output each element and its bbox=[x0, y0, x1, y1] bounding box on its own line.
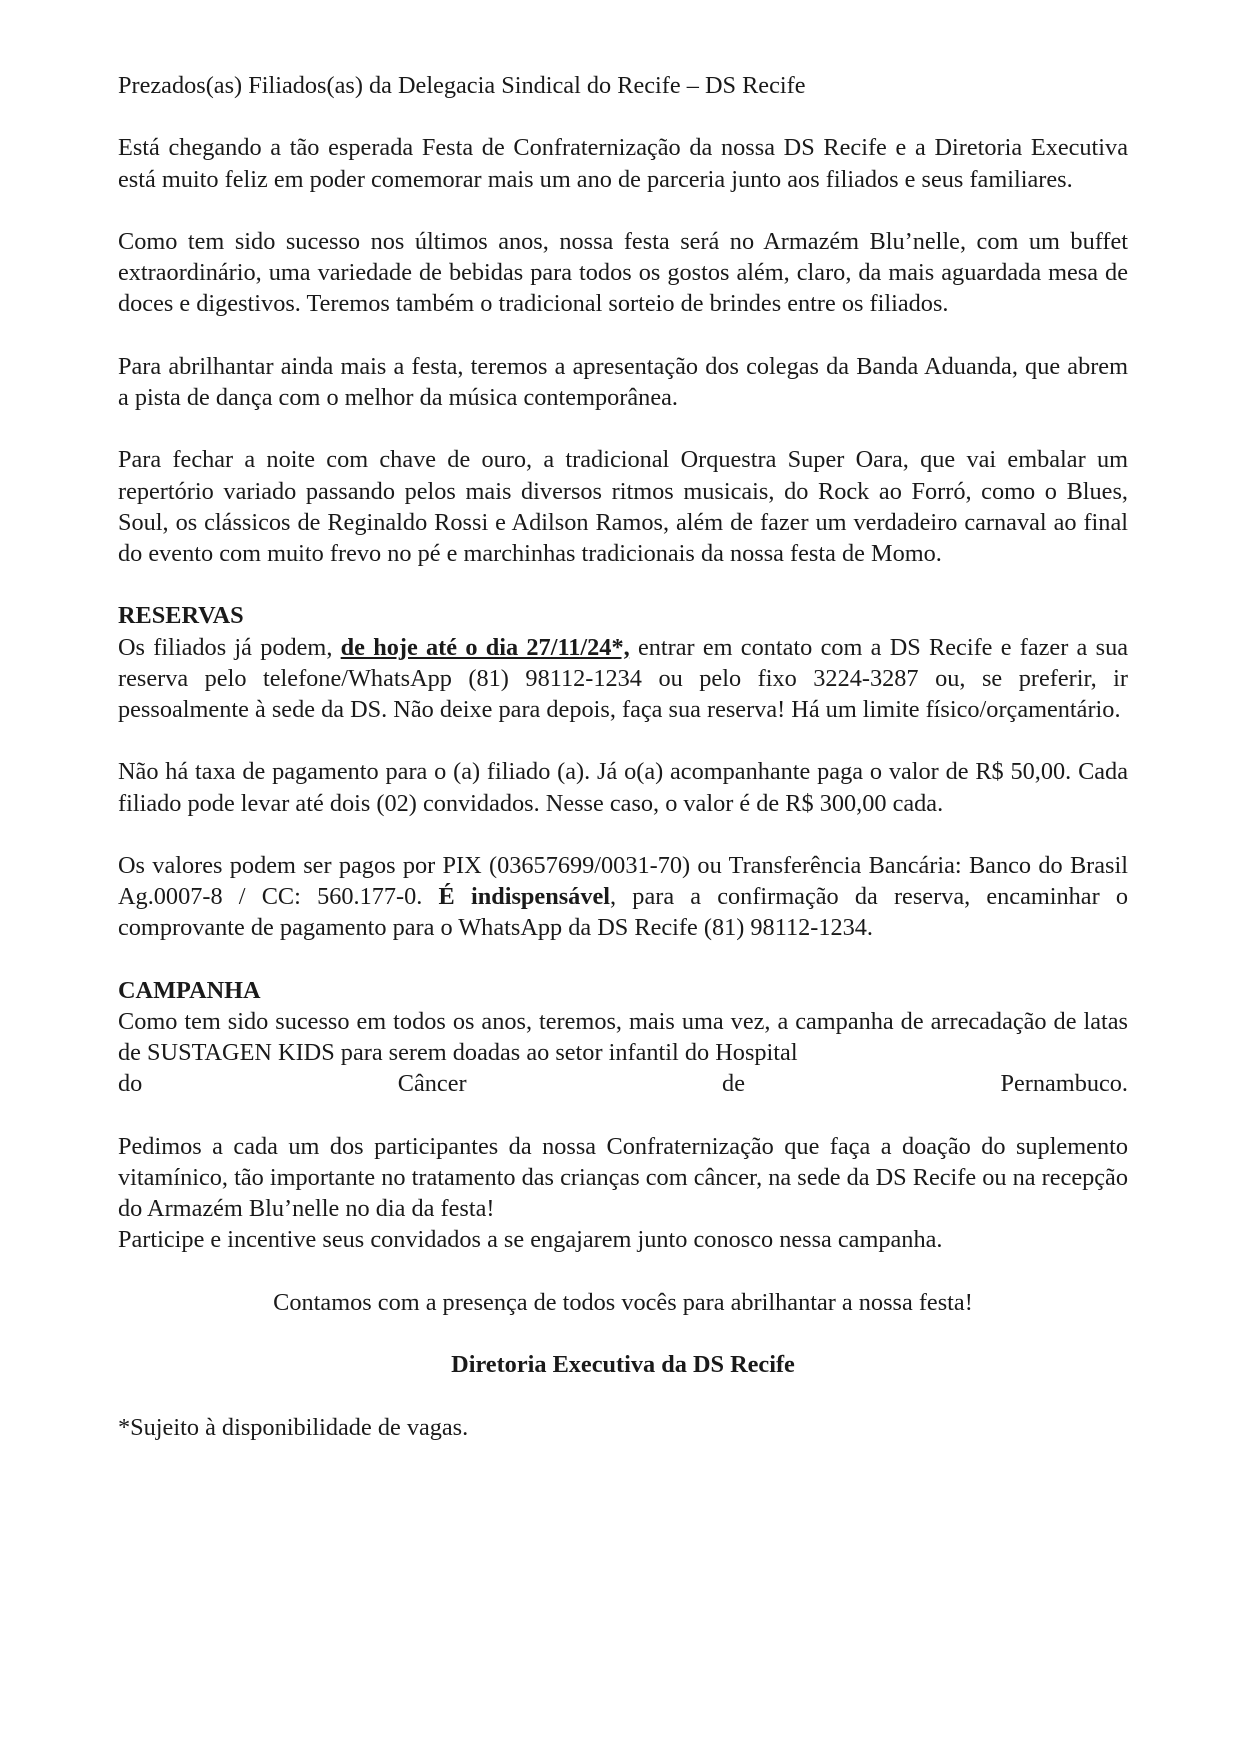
paragraph-orchestra: Para fechar a noite com chave de ouro, a tradicional Orquestra Super Oara, que vai embalar um repertório variado passando pelos mais diversos ritmos musicais, do Rock ao Forró, como o Blues, Soul, os clássicos de Reginaldo Rossi e Adilson Ramos, além de fazer um verdadeiro carnaval ao final do evento com muito frevo no pé e marchinhas tradicionais da nossa festa de Momo. bbox=[118, 446, 1128, 567]
campanha-last-line: do Câncer de Pernambuco. bbox=[118, 1070, 1128, 1098]
paragraph-band: Para abrilhantar ainda mais a festa, teremos a apresentação dos colegas da Banda Aduanda, que abrem a pista de dança com o melhor da música contemporânea. bbox=[118, 352, 1128, 411]
signature: Diretoria Executiva da DS Recife bbox=[451, 1351, 795, 1379]
paragraph-participate: Participe e incentive seus convidados a se engajarem junto conosco nessa campanha. bbox=[118, 1226, 943, 1254]
footnote: *Sujeito à disponibilidade de vagas. bbox=[118, 1413, 469, 1441]
payment-text-before: Os valores podem ser pagos por PIX (03657699/0031-70) ou Transferência Bancária: Banco do Brasil Ag.0007-8 / CC: 560.177-0. bbox=[118, 851, 1128, 911]
reservas-text-after: entrar em contato com a DS Recife e fazer a sua reserva pelo telefone/WhatsApp (81) 98112-1234 ou pelo fixo 3224-3287 ou, se preferir, ir pessoalmente à sede da DS. Não deixe para depois, faça sua reserva! Há um limite físico/orçamentário. bbox=[118, 633, 1128, 723]
greeting: Prezados(as) Filiados(as) da Delegacia Sindical do Recife – DS Recife bbox=[118, 72, 806, 99]
paragraph-intro: Está chegando a tão esperada Festa de Confraternização da nossa DS Recife e a Diretoria Executiva está muito feliz em poder comemorar mais um ano de parceria junto aos filiados e seus familiares. bbox=[118, 134, 1128, 193]
paragraph-payment bbox=[118, 850, 1128, 944]
campanha-heading: CAMPANHA bbox=[118, 976, 261, 1004]
reservas-deadline: de hoje até o dia 27/11/24*, bbox=[340, 633, 630, 661]
campanha-text: Como tem sido sucesso em todos os anos, teremos, mais uma vez, a campanha de arrecadação de latas de SUSTAGEN KIDS para serem doadas ao setor infantil do Hospital bbox=[118, 1007, 1128, 1067]
reservas-text-before: Os filiados já podem, bbox=[118, 633, 341, 661]
closing-line: Contamos com a presença de todos vocês para abrilhantar a nossa festa! bbox=[273, 1288, 973, 1316]
document-page bbox=[118, 70, 1128, 1474]
paragraph-campanha bbox=[118, 1006, 1128, 1100]
paragraph-donation: Pedimos a cada um dos participantes da nossa Confraternização que faça a doação do suplemento vitamínico, tão importante no tratamento das crianças com câncer, na sede da DS Recife ou na recepção do Armazém Blu’nelle no dia da festa! bbox=[118, 1132, 1128, 1223]
paragraph-venue: Como tem sido sucesso nos últimos anos, nossa festa será no Armazém Blu’nelle, com um buffet extraordinário, uma variedade de bebidas para todos os gostos além, claro, da mais aguardada mesa de doces e digestivos. Teremos também o tradicional sorteio de brindes entre os filiados. bbox=[118, 227, 1128, 318]
paragraph-reservas bbox=[118, 632, 1128, 726]
payment-text-after: , para a confirmação da reserva, encaminhar o comprovante de pagamento para o WhatsApp da DS Recife (81) 98112-1234. bbox=[118, 883, 1129, 942]
paragraph-fees: Não há taxa de pagamento para o (a) filiado (a). Já o(a) acompanhante paga o valor de R$ 50,00. Cada filiado pode levar até dois (02) convidados. Nesse caso, o valor é de R$ 300,00 cada. bbox=[118, 758, 1128, 817]
payment-emphasis: É indispensável bbox=[438, 883, 611, 911]
reservas-heading: RESERVAS bbox=[118, 602, 244, 630]
